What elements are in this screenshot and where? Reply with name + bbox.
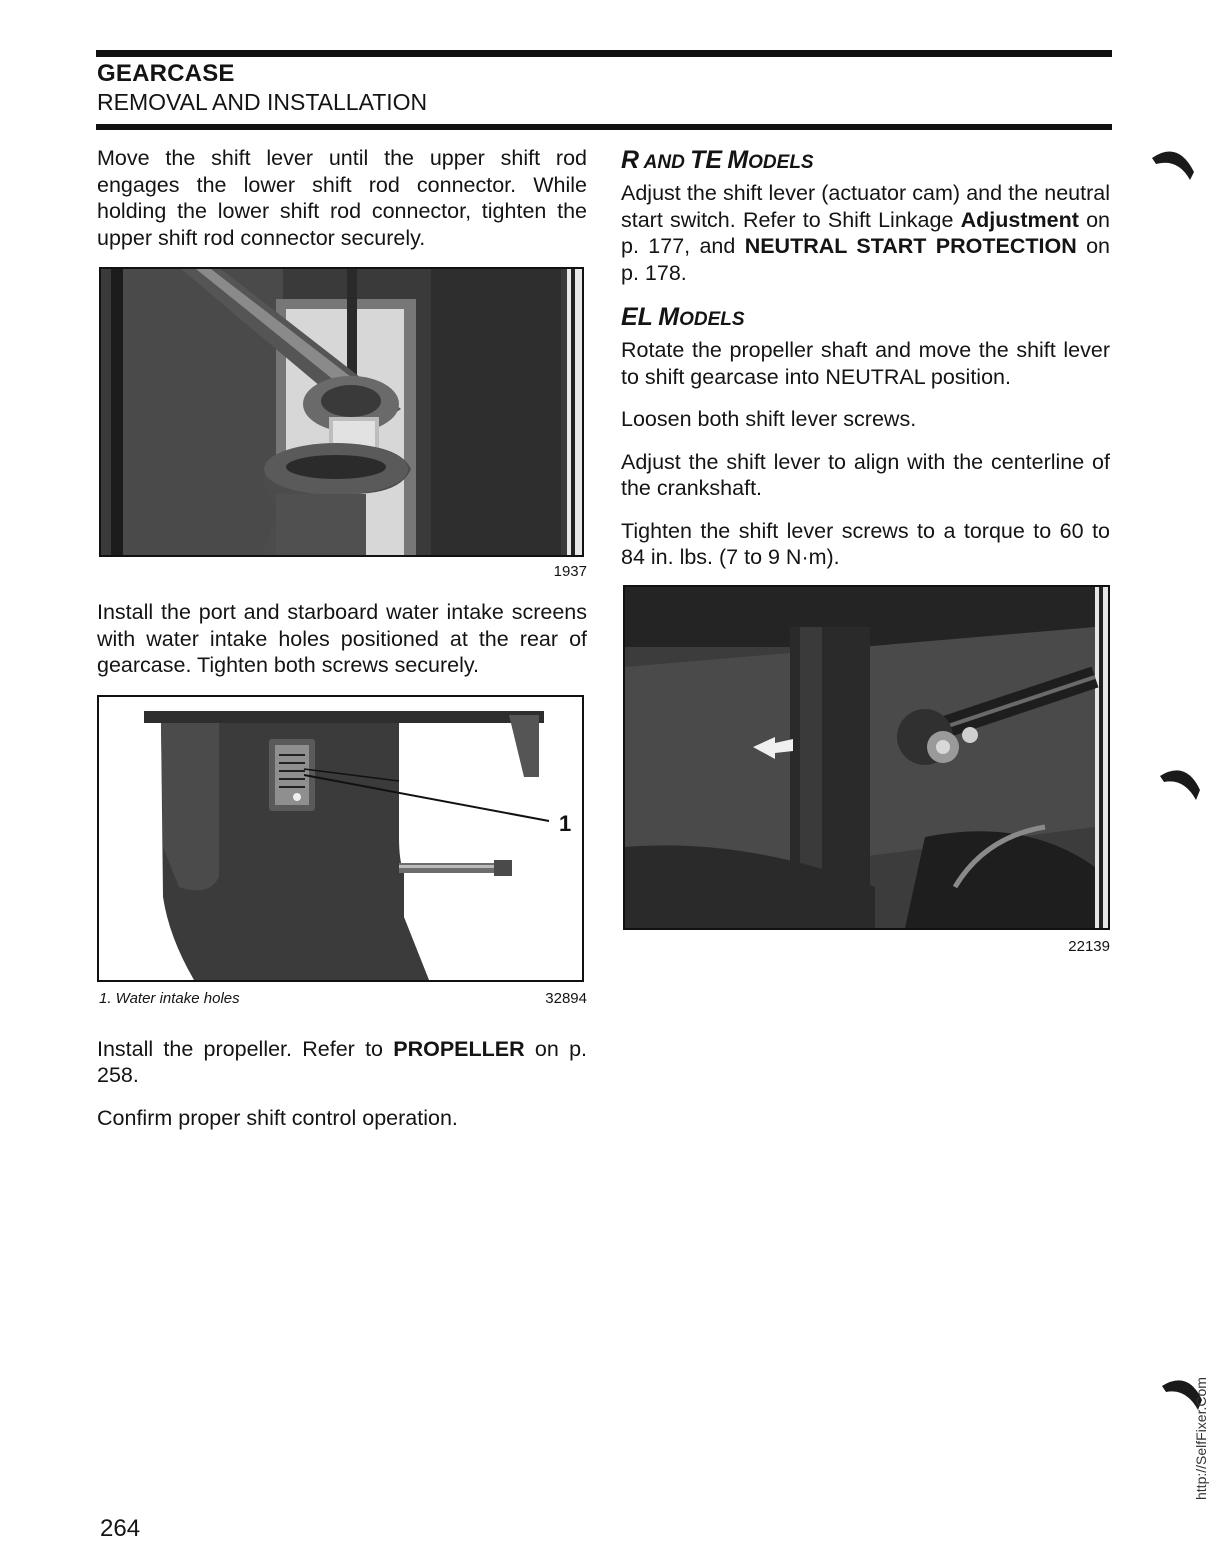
shift-rod-paragraph: Move the shift lever until the upper shift rod engages the lower shift rod connector. While holding the lower shift rod connector, tighten the upper shift rod connector securely. xyxy=(97,146,587,250)
r-te-adjust-paragraph: Adjust the shift lever (actuator cam) and the neutral start switch. Refer to Shift Linkage Adjustment on p. 177, and NEUTRAL START PROTECTION on p. 178. xyxy=(621,181,1110,285)
install-propeller-paragraph xyxy=(97,1036,587,1089)
el-models-heading: EL MODELS xyxy=(621,303,745,331)
margin-mark-icon xyxy=(1150,140,1200,190)
install-propeller-page: on p. 258. xyxy=(97,1036,587,1087)
gearcase-illustration xyxy=(99,697,582,980)
page-number: 264 xyxy=(100,1515,141,1542)
margin-mark-icon xyxy=(1158,760,1208,810)
figure-caption-row xyxy=(97,990,587,1008)
figure-22139 xyxy=(621,585,1110,956)
figure-number: 1937 xyxy=(553,563,587,580)
neutral-start-reference: NEUTRAL START PROTECTION xyxy=(744,234,1077,258)
callout-number-1: 1 xyxy=(559,810,572,836)
figure-1937 xyxy=(97,267,587,581)
el-rotate-paragraph: Rotate the propeller shaft and move the shift lever to shift gearcase into NEUTRAL position. xyxy=(621,338,1110,389)
propeller-reference: PROPELLER xyxy=(393,1036,525,1061)
right-column xyxy=(621,145,1110,956)
r-te-models-heading: R AND TE MODELS xyxy=(621,146,814,174)
figure-32894 xyxy=(97,695,587,1008)
shift-lever-photo xyxy=(623,585,1110,930)
confirm-shift-paragraph: Confirm proper shift control operation. xyxy=(97,1105,458,1130)
el-loosen-paragraph: Loosen both shift lever screws. xyxy=(621,407,917,431)
section-subtitle: REMOVAL AND INSTALLATION xyxy=(97,89,428,115)
intake-screens-paragraph: Install the port and starboard water intake screens with water intake holes positioned at the rear of gearcase. Tighten both screws securely. xyxy=(97,600,587,677)
watermark-url: http://SelfFixer.Com xyxy=(1193,1377,1209,1500)
shift-rod-photo xyxy=(99,267,584,557)
shift-rod-illustration xyxy=(101,269,582,555)
figure-number: 32894 xyxy=(545,989,587,1007)
el-torque-paragraph: Tighten the shift lever screws to a torque to 60 to 84 in. lbs. (7 to 9 N·m). xyxy=(621,518,1110,569)
section-title: GEARCASE xyxy=(97,60,235,87)
install-propeller-text: Install the propeller. Refer to xyxy=(97,1036,394,1061)
el-align-paragraph: Adjust the shift lever to align with the centerline of the crankshaft. xyxy=(621,449,1110,500)
adjustment-reference: Adjustment xyxy=(960,207,1079,232)
header-top-rule xyxy=(96,50,1112,57)
gearcase-photo xyxy=(97,695,584,982)
left-column xyxy=(97,145,587,1147)
figure-caption: 1. Water intake holes xyxy=(99,989,240,1007)
shift-lever-illustration xyxy=(625,587,1108,928)
header-bottom-rule xyxy=(96,124,1112,130)
figure-number: 22139 xyxy=(1068,937,1110,955)
